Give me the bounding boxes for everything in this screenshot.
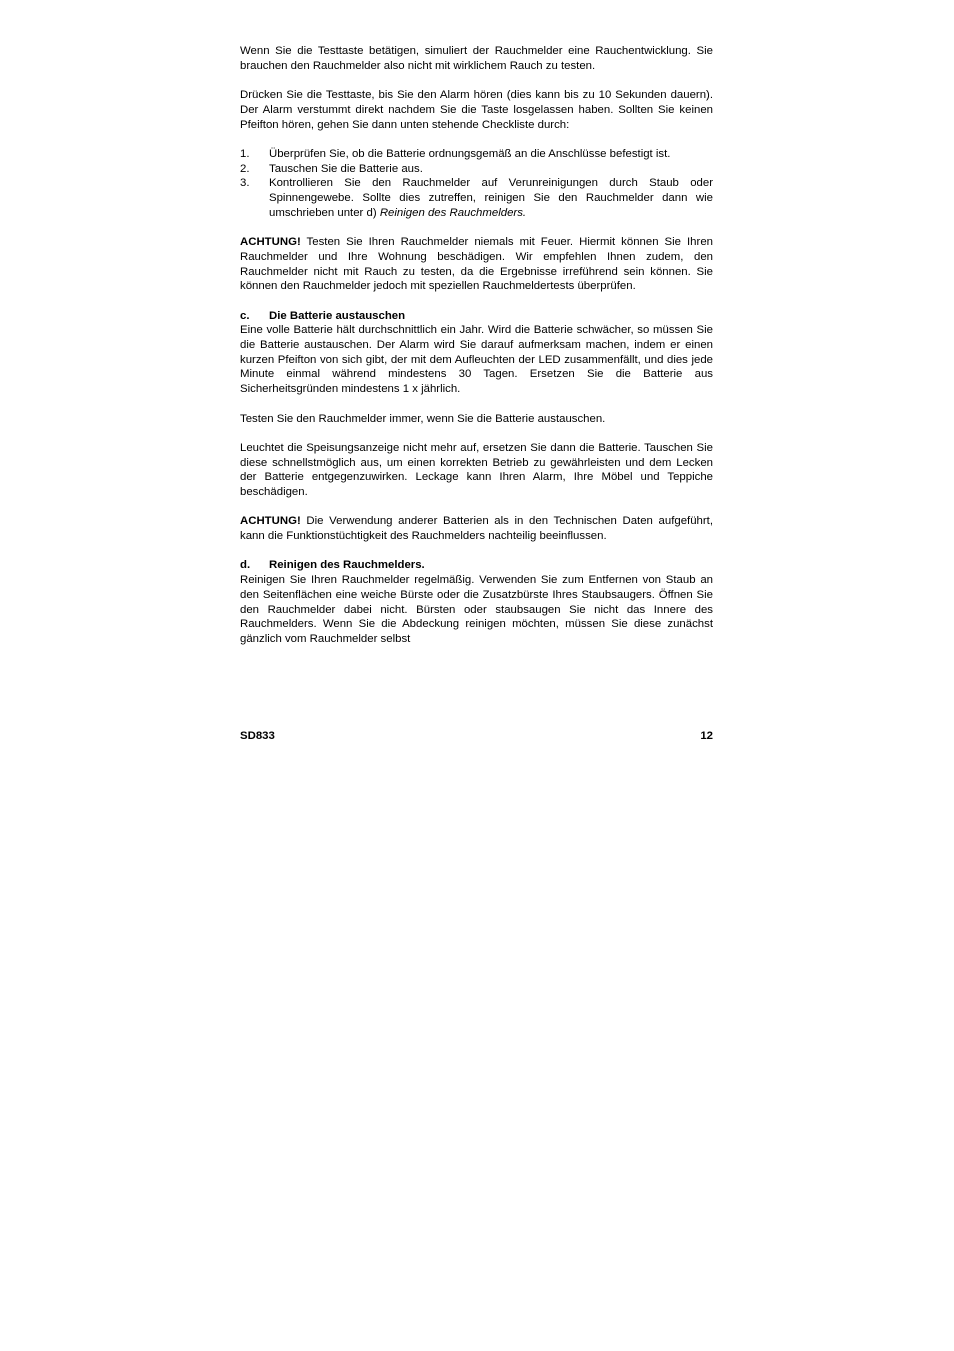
warning-fire: [240, 235, 713, 294]
list-item-text: Kontrollieren Sie den Rauchmelder auf Verunreinigungen durch Staub oder Spinnengewebe. Sollte dies zutreffen, reinigen Sie den Rauchmelder dann wie umschrieben unter d): [269, 177, 713, 219]
page-footer: [240, 729, 713, 744]
list-item-reference: Reinigen des Rauchmelders.: [379, 206, 527, 219]
list-item-text-wrapper: [269, 176, 713, 220]
list-item: [240, 147, 713, 162]
list-item: [240, 176, 713, 220]
page-number: 12: [700, 730, 713, 742]
warning-label: ACHTUNG!: [240, 515, 301, 528]
warning-batteries: [240, 514, 713, 543]
section-heading-battery: [240, 309, 713, 324]
paragraph-testtaste: Wenn Sie die Testtaste betätigen, simuliert der Rauchmelder eine Rauchentwicklung. Sie brauchen den Rauchmelder also nicht mit wirklichem Rauch zu testen.: [240, 45, 713, 72]
paragraph-alarm-test: Drücken Sie die Testtaste, bis Sie den Alarm hören (dies kann bis zu 10 Sekunden dauern). Der Alarm verstummt direkt nachdem Sie die Taste losgelassen haben. Sollten Sie keinen Pfeifton hören, gehen Sie dann unten stehende Checkliste durch:: [240, 89, 713, 131]
document-page: [240, 44, 713, 647]
list-item-number: 1.: [240, 147, 250, 160]
paragraph-cleaning: Reinigen Sie Ihren Rauchmelder regelmäßig. Verwenden Sie zum Entfernen von Staub an den Seitenflächen eine weiche Bürste oder die Zusatzbürste Ihres Staubsaugers. Öffnen Sie den Rauchmelder dabei nicht. Bürsten oder staubsaugen Sie nicht das Innere des Rauchmelders. Wenn Sie die Abdeckung reinigen möchten, müssen Sie diese zunächst gänzlich vom Rauchmelder selbst: [240, 574, 713, 645]
list-item-text: Überprüfen Sie, ob die Batterie ordnungsgemäß an die Anschlüsse befestigt ist.: [269, 147, 671, 160]
paragraph-test-after-replace: Testen Sie den Rauchmelder immer, wenn Sie die Batterie austauschen.: [240, 412, 606, 425]
list-item: [240, 162, 713, 177]
section-letter: d.: [240, 559, 251, 572]
list-item-number: 2.: [240, 162, 250, 175]
section-letter: c.: [240, 309, 250, 322]
warning-label: ACHTUNG!: [240, 236, 301, 249]
section-title: Die Batterie austauschen: [269, 309, 406, 322]
warning-text: Testen Sie Ihren Rauchmelder niemals mit Feuer. Hiermit können Sie Ihren Rauchmelder und Ihre Wohnung beschädigen. Wir empfehlen Ihnen zudem, den Rauchmelder nicht mit Rauch zu testen, da die Ergebnisse irreführend sein können. Sie können den Rauchmelder jedoch mit speziellen Rauchmeldertests überprüfen.: [240, 236, 713, 293]
section-title: Reinigen des Rauchmelders.: [269, 559, 425, 572]
paragraph-battery-life: Eine volle Batterie hält durchschnittlich ein Jahr. Wird die Batterie schwächer, so müssen Sie die Batterie austauschen. Der Alarm wird Sie darauf aufmerksam machen, indem er einen kurzen Pfeifton von sich gibt, der mit dem Aufleuchten der LED zusammenfällt, und dies jede Minute einmal während mindestens 30 Tagen. Ersetzen Sie die Batterie aus Sicherheitsgründen mindestens 1 x jährlich.: [240, 324, 713, 396]
list-item-number: 3.: [240, 177, 250, 190]
section-heading-cleaning: [240, 558, 713, 573]
model-number: SD833: [240, 730, 275, 742]
warning-text: Die Verwendung anderer Batterien als in den Technischen Daten aufgeführt, kann die Funktionstüchtigkeit des Rauchmelders nachteilig beeinflussen.: [240, 515, 713, 543]
checklist: [240, 147, 713, 221]
list-item-text: Tauschen Sie die Batterie aus.: [269, 162, 423, 175]
paragraph-power-indicator: Leuchtet die Speisungsanzeige nicht mehr auf, ersetzen Sie dann die Batterie. Tauschen Sie diese schnellstmöglich aus, um einen korrekten Betrieb zu gewährleisten und dem Lecken der Batterie entgegenzuwirken. Leckage kann Ihren Alarm, Ihre Möbel und Teppiche beschädigen.: [240, 441, 713, 498]
